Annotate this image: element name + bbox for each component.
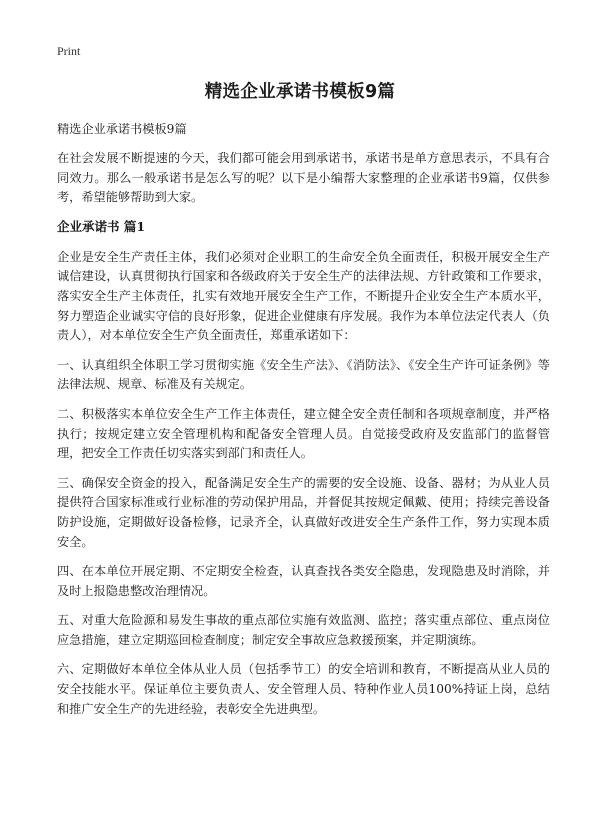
paragraph-item-3: 三、确保安全资金的投入，配备满足安全生产的需要的安全设施、设备、器材；为从业人员提供符合国家标准或行业标准的劳动保护用品，并督促其按规定佩戴、使用；持续完善设备防护设施，定期做好设备检修，记录齐全，认真做好改进安全生产条件工作，努力实现本质安全。 xyxy=(57,475,550,549)
document-body xyxy=(57,119,550,729)
print-label: Print xyxy=(57,44,81,58)
document-title: 精选企业承诺书模板9篇 xyxy=(204,82,396,102)
paragraph-item-1: 一、认真组织全体职工学习贯彻实施《安全生产法》、《消防法》、《安全生产许可证条例》等法律法规、规章、标准及有关规定。 xyxy=(57,357,550,392)
paragraph-item-4: 四、在本单位开展定期、不定期安全检查，认真查找各类安全隐患，发现隐患及时消除，并及时上报隐患整改治理情况。 xyxy=(57,564,550,598)
paragraph-preamble: 企业是安全生产责任主体，我们必须对企业职工的生命安全负全面责任，积极开展安全生产诚信建设，认真贯彻执行国家和各级政府关于安全生产的法律法规、方针政策和工作要求，落实安全生产主体责任，扎实有效地开展安全生产工作，不断提升企业安全生产本质水平，努力塑造企业诚实守信的良好形象，促进企业健康有序发展。我作为本单位法定代表人（负责人），对本单位安全生产负全面责任，郑重承诺如下： xyxy=(57,249,550,343)
paragraph-item-2: 二、积极落实本单位安全生产工作主体责任，建立健全安全责任制和各项规章制度，并严格执行；按规定建立安全管理机构和配备安全管理人员。自觉接受政府及安监部门的监督管理，把安全工作责任切实落实到部门和责任人。 xyxy=(57,406,550,461)
paragraph-item-6: 六、定期做好本单位全体从业人员（包括季节工）的安全培训和教育，不断提高从业人员的安全技能水平。保证单位主要负责人、安全管理人员、特种作业人员100%持证上岗，总结和推广安全生产的先进经验，表彰安全先进典型。 xyxy=(57,662,550,716)
intro-paragraph: 在社会发展不断提速的今天，我们都可能会用到承诺书，承诺书是单方意思表示，不具有合同效力。那么一般承诺书是怎么写的呢？以下是小编帮大家整理的企业承诺书9篇，仅供参考，希望能够帮助到大家。 xyxy=(57,151,550,205)
paragraph-item-5: 五、对重大危险源和易发生事故的重点部位实施有效监测、监控；落实重点部位、重点岗位应急措施，建立定期巡回检查制度；制定安全事故应急救援预案，并定期演练。 xyxy=(57,613,550,647)
section-heading: 企业承诺书 篇1 xyxy=(57,218,146,234)
document-subtitle: 精选企业承诺书模板9篇 xyxy=(57,122,187,136)
